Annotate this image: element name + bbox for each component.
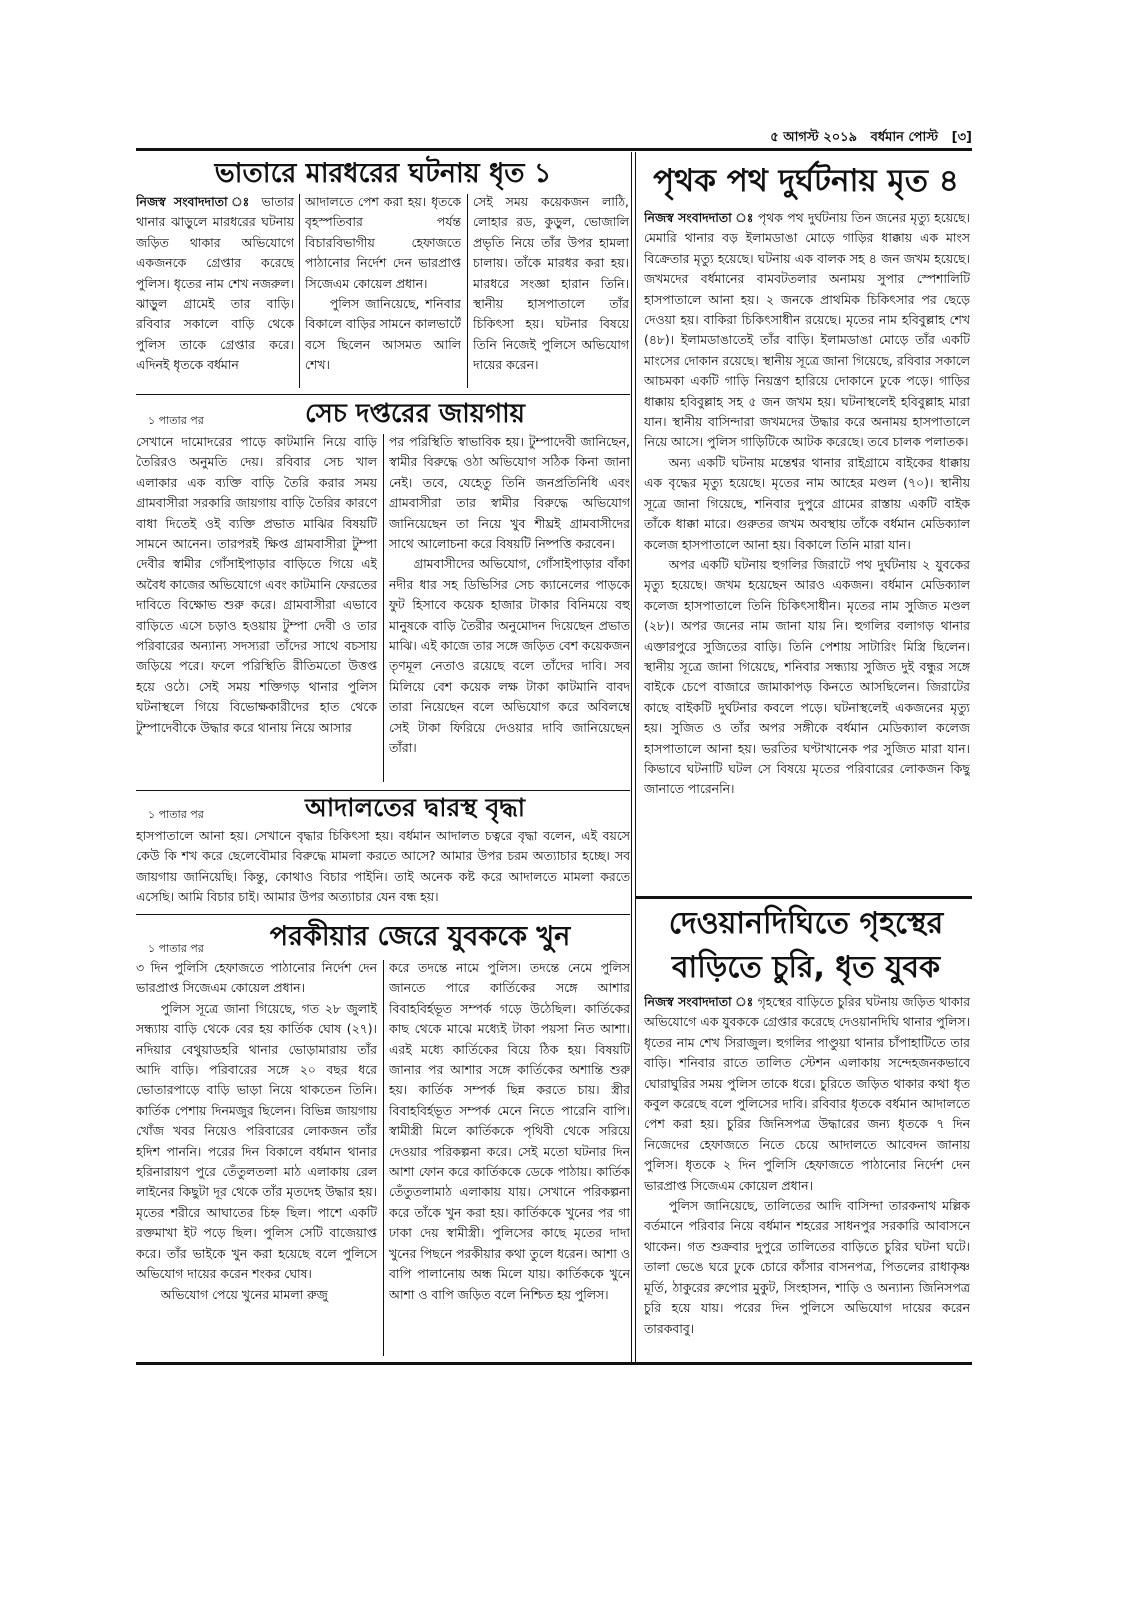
story2-col2 [389,432,630,786]
story1-byline: নিজস্ব সংবাদদাতা ঃ [136,194,254,209]
story1-col-divider-1 [299,194,300,388]
footer-rule [136,1362,972,1365]
story4-col1-para1: ৩ দিন পুলিসি হেফাজতে পাঠানোর নির্দেশ দেন ভারপ্রাপ্ত সিজেএম কোয়েল প্রধান। [136,960,377,996]
story1-col2 [305,192,461,392]
story2-col1 [136,432,377,786]
story5-body [644,208,970,892]
story3-headline: আদালতের দ্বারস্থ বৃদ্ধা [304,793,526,822]
story2-col2-para2: গ্রামবাসীদের অভিযোগ, গোঁসাইপাড়ার বাঁকা নদীর ধার সহ ডিভিসির সেচ ক্যানেলের পাড়কে ফুট হিসাবে কয়েক হাজার টাকার বিনিময়ে বহু মানুষকে বাড়ি তৈরীর অনুমোদন দিয়েছেন প্রভাত মাঝি। এই কাজে তার সঙ্গে জড়িত বেশ কয়েকজন তৃণমূল নেতাও রয়েছে বলে তাঁদের দাবি। সব মিলিয়ে বেশ কয়েক লক্ষ টাকা কাটমানি বাবদ তারা নিয়েছেন বলে অভিযোগ করে অবিলম্বে সেই টাকা ফিরিয়ে দেওয়ার দাবি জানিয়েছেন তাঁরা। [389,556,630,756]
header-rule [136,148,972,151]
story3-jump-label: ১ পাতার পর [148,808,204,821]
story4-col2 [389,958,630,1358]
story5-bottom-rule [636,896,972,899]
story6-para2: পুলিস জানিয়েছে, তালিতের আদি বাসিন্দা তারকনাথ মল্লিক বর্তমানে পরিবার নিয়ে বর্ধমান শহরের সাধনপুর সরকারি আবাসনে থাকেন। গত শুক্রবার দুপুরে তালিতের বাড়িতে চুরির ঘটনা ঘটে। তালা ভেঙে ঘরে ঢুকে চোরে কাঁসার বাসনপত্র, পিতলের রাধাকৃষ্ণ মূর্তি, ঠাকুরের রুপোর মুকুট, সিংহাসন, শাড়ি ও অন্যান্য জিনিসপত্র চুরি হয়ে যায়। পরের দিন পুলিসে অভিযোগ দায়ের করেন তারকবাবু। [644,1198,970,1336]
story1-col2-para2: পুলিস জানিয়েছে, শনিবার বিকালে বাড়ির সামনে কালভার্টে বসে ছিলেন আসমত আলি শেখ। [305,296,461,373]
story4-col2-text: করে তদন্তে নামে পুলিস। তদন্তে নেমে পুলিস জানতে পারে কার্তিকের সঙ্গে আশার বিবাহবির্হভূত সম্পর্ক গড়ে উঠেছিল। কার্তিকের কাছ থেকে মাঝে মধ্যেই টাকা পয়সা নিত আশা। এরই মধ্যে কার্তিকের বিয়ে ঠিক হয়। বিষয়টি জানার পর আশার সঙ্গে কার্তিকের অশান্তি শুরু হয়। কার্তিক সম্পর্ক ছিন্ন করতে চায়। স্ত্রীর বিবাহবির্হভূত সম্পর্ক মেনে নিতে পারেনি বাপি। স্বামীস্ত্রী মিলে কার্তিককে পৃথিবী থেকে সরিয়ে দেওয়ার পরিকল্পনা করে। সেই মতো ঘটনার দিন আশা ফোন করে কার্তিককে ডেকে পাঠায়। কার্তিক তেঁতুতলামাঠ এলাকায় যায়। সেখানে পরিকল্পনা করে তাঁকে খুন করা হয়। কার্তিককে খুনের পর গা ঢাকা দেয় স্বামীস্ত্রী। পুলিসের কাছে মৃতের দাদা খুনের পিছনে পরকীয়ার কথা তুলে ধরেন। আশা ও বাপি পালানোয় অন্ধ মিলে যায়। কার্তিককে খুনে আশা ও বাপি জড়িত বলে নিশ্চিত হয় পুলিস। [389,960,630,1302]
story1-headline: ভাতারে মারধরের ঘটনায় ধৃত ১ [214,158,552,189]
story1-bottom-rule [136,394,630,395]
story1-col3-text: সেই সময় কয়েকজন লাঠি, লোহার রড, কুড়ুল, ভোজালি প্রভৃতি নিয়ে তাঁর উপর হামলা চালায়। তাঁকে মারধর করা হয়। মারধরে সংজ্ঞা হারান তিনি। স্থানীয় হাসপাতালে তাঁর চিকিৎসা হয়। ঘটনার বিষয়ে তিনি নিজেই পুলিসে অভিযোগ দায়ের করেন। [473,194,629,373]
story5-para3: অপর একটি ঘটনায় হুগলির জিরাটে পথ দুর্ঘটনায় ২ যুবকের মৃত্যু হয়েছে। জখম হয়েছেন আরও একজন। বর্ধমান মেডিক্যাল কলেজ হাসপাতালে তিনি চিকিৎসাধীন। মৃতের নাম সুজিত মণ্ডল (২৮)। অপর জনের নাম জানা যায় নি। হুগলির বলাগড় থানার এক্তারপুরে সুজিতের বাড়ি। তিনি পেশায় সাটারিং মিস্ত্রি ছিলেন। স্থানীয় সূত্রে জানা গিয়েছে, শনিবার সন্ধ্যায় সুজিত দুই বন্ধুর সঙ্গে বাইকে চেপে বাজারে জামাকাপড় কিনতে আসছিলেন। জিরাটের কাছে বাইকটি দুর্ঘটনার কবলে পড়ে। ঘটনাস্থলেই একজনের মৃত্যু হয়। সুজিত ও তাঁর অপর সঙ্গীকে বর্ধমান মেডিক্যাল কলেজ হাসপাতালে আনা হয়। ভরতির ঘণ্টাখানেক পর সুজিত মারা যান। কিভাবে ঘটনাটি ঘটল সে বিষয়ে মৃতের পরিবারের লোকজন কিছু জানাতে পারেননি। [644,556,970,797]
story1-col1-text: ভাতার থানার ঝাড়ুলে মারধরের ঘটনায় জড়িত থাকার অভিযোগে একজনকে গ্রেপ্তার করেছে পুলিস। ধৃতের নাম শেখ নজরুল। ঝাড়ুল গ্রামেই তার বাড়ি। রবিবার সকালে বাড়ি থেকে পুলিস তাকে গ্রেপ্তার করে। এদিনই ধৃতকে বর্ধমান [136,194,294,373]
story6-headline-line2: বাড়িতে চুরি, ধৃত যুবক [671,950,941,985]
story4-col1-para3: অভিযোগ পেয়ে খুনের মামলা রুজু [160,1286,328,1302]
story4-col1-para2: পুলিস সূত্রে জানা গিয়েছে, গত ২৮ জুলাই সন্ধ্যায় বাড়ি থেকে বের হয় কার্তিক ঘোষ (২৭)। নদিয়ার বেথুয়াডহরি থানার ভোড়ামারায় তাঁর আদি বাড়ি। পরিবারের সঙ্গে ২০ বছর ধরে ভোতারপাড়ে বাড়ি ভাড়া নিয়ে থাকতেন তিনি। কার্তিক পেশায় দিনমজুর ছিলেন। বিভিন্ন জায়গায় খোঁজ খবর নিয়েও পরিবারের লোকজন তাঁর হদিশ পাননি। পরের দিন বিকালে বর্ধমান থানার হরিনারায়ণ পুরে তেঁতুলতলা মাঠ এলাকায় রেল লাইনের কিছুটা দূর থেকে তাঁর মৃতদেহ উদ্ধার হয়। মৃতের শরীরে আঘাতের চিহ্ন ছিল। পাশে একটি রক্তমাখা ইট পড়ে ছিল। পুলিস সেটি বাজেয়াপ্ত করে। তাঁর ভাইকে খুন করা হয়েছে বলে পুলিসে অভিযোগ দায়ের করেন শংকর ঘোষ। [136,1000,377,1282]
story1-col3 [473,192,629,392]
story3-bottom-rule [136,914,630,915]
story6-body [644,992,970,1358]
story1-col2-para1: আদালতে পেশ করা হয়। ধৃতকে বৃহস্পতিবার পর্যন্ত বিচারবিভাগীয় হেফাজতে পাঠানোর নির্দেশ দেন ভারপ্রাপ্ত সিজেএম কোয়েল প্রধান। [305,194,461,291]
story2-col1-text: সেখানে দামোদরের পাড়ে কাটমানি নিয়ে বাড়ি তৈরিরও অনুমতি দেয়। রবিবার সেচ খাল এলাকার এক ব্যক্তি বাড়ি তৈরি করার সময় গ্রামবাসীরা সরকারি জায়গায় বাড়ি তৈরির কারণে বাধা দিতেই ওই ব্যক্তি প্রভাত মাঝির বিষয়টি সামনে আনেন। তারপরই ক্ষিপ্ত গ্রামবাসীরা টুম্পা দেবীর স্বামীর গোঁসাইপাড়ার বাড়িতে গিয়ে এই অবৈধ কাজের অভিযোগে এবং কাটমানি ফেরতের দাবিতে বিক্ষোভ শুরু করে। গ্রামবাসীরা এভাবে বাড়িতে এসে চড়াও হওয়ায় টুম্পা দেবী ও তার পরিবারের অন্যান্য সদস্যরা তাঁদের সাথে বচসায় জড়িয়ে পরে। ফলে পরিস্থিতি রীতিমতো উত্তপ্ত হয়ে ওঠে। সেই সময় শক্তিগড় থানার পুলিস ঘটনাস্থলে গিয়ে বিভোক্ষকারীদের হাত থেকে টুম্পাদেবীকে উদ্ধার করে থানায় নিয়ে আসার [136,434,377,735]
header-page-number: [৩] [951,130,972,145]
story4-headline: পরকীয়ার জেরে যুবককে খুন [269,921,571,952]
page-header [760,128,972,148]
center-divider-2 [635,152,636,1362]
story2-jump-label: ১ পাতার পর [148,414,204,427]
story2-headline: সেচ দপ্তরের জায়গায় [305,399,525,429]
header-date: ৫ আগস্ট ২০১৯ [770,130,858,145]
story1-col1 [136,192,294,392]
story6-para1: গৃহস্থের বাড়িতে চুরির ঘটনায় জড়িত থাকার অভিযোগে এক যুবককে গ্রেপ্তার করেছে দেওয়ানদিঘি থানার পুলিস। ধৃতের নাম শেখ সিরাজুল। হুগলির পাণ্ডুয়া থানার চাঁপাহাটিতে তার বাড়ি। শনিবার রাতে তালিত স্টেশন এলাকায় সন্দেহজনকভাবে ঘোরাঘুরির সময় পুলিস তাকে ধরে। চুরিতে জড়িত থাকার কথা ধৃত কবুল করেছে বলে পুলিসের দাবি। রবিবার ধৃতকে বর্ধমান আদালতে পেশ করা হয়। চুরির জিনিসপত্র উদ্ধারের জন্য ধৃতকে ৭ দিন নিজেদের হেফাজতে নিতে চেয়ে আদালতে আবেদন জানায় পুলিস। ধৃতকে ২ দিন পুলিসি হেফাজতে পাঠানোর নির্দেশ দেন ভারপ্রাপ্ত সিজেএম কোয়েল প্রধান। [644,994,970,1193]
header-paper-name: বর্ধমান পোস্ট [870,130,939,145]
story4-col-divider [383,960,384,1356]
story6-byline: নিজস্ব সংবাদদাতা ঃ [644,994,754,1009]
story4-jump-label: ১ পাতার পর [148,942,204,955]
story1-col-divider-2 [467,194,468,388]
story5-byline: নিজস্ব সংবাদদাতা ঃ [644,210,754,225]
story6-headline-line1: দেওয়ানদিঘিতে গৃহস্থের [668,906,944,941]
story3-text: হাসপাতালে আনা হয়। সেখানে বৃদ্ধার চিকিৎসা হয়। বর্ধমান আদালত চত্বরে বৃদ্ধা বলেন, এই বয়সে কেউ কি শখ করে ছেলেবৌমার বিরুদ্ধে মামলা করতে আসে? আমার উপর চরম অত্যাচার হচ্ছে। সব জায়গায় জানিয়েছি। কিন্তু, কোথাও বিচার পাইনি। তাই অনেক কষ্ট করে আদালতে মামলা করতে এসেছি। আমি বিচার চাই। আমার উপর অত্যাচার যেন বন্ধ হয়। [136,828,630,905]
story5-para2: অন্য একটি ঘটনায় মন্তেশ্বর থানার রাইগ্রামে বাইকের ধাক্কায় এক বৃদ্ধের মৃত্যু হয়েছে। মৃতের নাম আহের মণ্ডল (৭০)। স্থানীয় সূত্রে জানা গিয়েছে, শনিবার দুপুরে গ্রামের রাস্তায় একটি বাইক তাঁকে ধাক্কা মারে। গুরুতর জখম অবস্থায় তাঁকে বর্ধমান মেডিক্যাল কলেজ হাসপাতালে আনা হয়। বিকালে তিনি মারা যান। [644,454,970,552]
story4-col1 [136,958,377,1358]
story5-headline: পৃথক পথ দুর্ঘটনায় মৃত ৪ [653,163,959,199]
story3-body [136,826,630,912]
center-divider [631,152,632,1362]
story2-col2-para1: পর পরিস্থিতি স্বাভাবিক হয়। টুম্পাদেবী জানিছেন, স্বামীর বিরুদ্ধে ওঠা অভিযোগ সঠিক কিনা জানা নেই। তবে, যেহেতু তিনি জনপ্রতিনিধি এবং গ্রামবাসীরা তার স্বামীর বিরুদ্ধে অভিযোগ জানিয়েছেন তা নিয়ে খুব শীঘ্রই গ্রামবাসীদের সাথে আলোচনা করে বিষয়টি নিষ্পত্তি করবেন। [389,434,630,552]
story2-col-divider [383,434,384,782]
story5-para1: পৃথক পথ দুর্ঘটনায় তিন জনের মৃত্যু হয়েছে। মেমারি থানার বড় ইলামডাঙা মোড়ে গাড়ির ধাক্কায় এক মাংস বিক্রেতার মৃত্যু হয়েছে। ঘটনায় এক বালক সহ ৪ জন জখম হয়েছে। জখমদের বর্ধমানের বামবটতলার অনাময় সুপার স্পেশালিটি হাসপাতালে আনা হয়। ২ জনকে প্রাথমিক চিকিৎসার পর ছেড়ে দেওয়া হয়। বাকিরা চিকিৎসাধীন রয়েছে। মৃতের নাম হবিবুল্লাহ শেখ (৪৮)। ইলামডাঙাতেই তাঁর বাড়ি। ইলামডাঙা মোড়ে তাঁর একটি মাংসের দোকান রয়েছে। স্থানীয় সূত্রে জানা গিয়েছে, রবিবার সকালে আচমকা একটি গাড়ি নিয়ন্ত্রণ হারিয়ে দোকানে ঢুকে পড়ে। গাড়ির ধাক্কায় হবিবুল্লাহ সহ ৫ জন জখম হয়। ঘটনাস্থলেই হবিবুল্লাহ মারা যান। স্থানীয় বাসিন্দারা জখমদের উদ্ধার করে অনাময় হাসপাতালে নিয়ে আসে। পুলিস গাড়িটিকে আটক করেছে। তবে চালক পলাতক। [644,210,970,450]
